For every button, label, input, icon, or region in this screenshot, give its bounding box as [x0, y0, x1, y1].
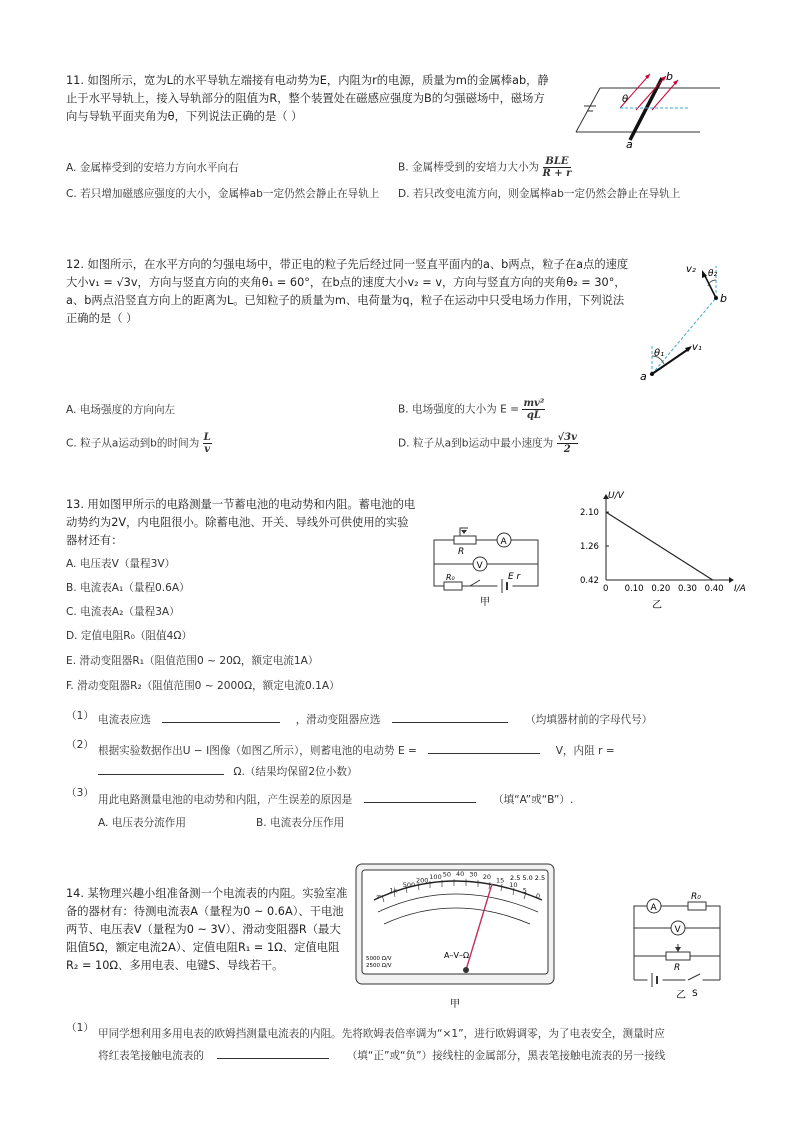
q13-stem: 13. 用如图甲所示的电路测量一节蓄电池的电动势和内阻。蓄电池的电动势约为2V，内电阻很小。除蓄电池、开关、导线外可供使用的实验器材还有：	[66, 498, 416, 547]
q12-option-c[interactable]: C. 粒子从a运动到b的时间为 $\frac{L}{v}$	[66, 432, 211, 455]
meter-scale-label: 100	[429, 872, 442, 881]
q13-sub3-option-b[interactable]: B. 电流表分压作用	[256, 817, 345, 829]
x-axis-arrow	[729, 577, 734, 583]
figure-caption-jia: 甲	[450, 999, 460, 1010]
figure-caption-yi: 乙	[676, 990, 686, 1001]
y-axis-label: U/V	[608, 491, 624, 501]
ammeter-label: A	[650, 903, 657, 913]
theta1-label: θ₁	[654, 348, 665, 359]
battery-label: E r	[508, 572, 521, 582]
ammeter-label: A	[500, 537, 507, 547]
x-tick-label: 0.10	[624, 584, 644, 594]
a-label: a	[626, 138, 633, 151]
y-tick-label: 1.26	[580, 542, 599, 553]
theta-label: θ	[622, 94, 629, 105]
q11-option-a[interactable]: A. 金属棒受到的安培力方向水平向右	[66, 162, 239, 174]
y-tick-label: 2.10	[580, 508, 599, 519]
answer-blank-error[interactable]	[364, 790, 476, 803]
rheostat-label: R	[458, 547, 465, 557]
q13-sub3: 用此电路测量电池的电动势和内阻，产生误差的原因是 （填“A”或“B”）.	[98, 790, 738, 808]
q11-option-c[interactable]: C. 若只增加磁感应强度的大小，金属棒ab一定仍然会静止在导轨上	[66, 188, 380, 200]
q13-item-f: F. 滑动变阻器R₂（阻值范围0 ~ 2000Ω，额定电流0.1A）	[66, 680, 340, 692]
a-label: a	[640, 370, 647, 383]
q14-sub1-line2: 将红表笔接触电流表的 （填“正”或“负”）接线柱的金属部分，黑表笔接触电流表的另一接线	[98, 1046, 738, 1064]
figure-caption-yi: 乙	[652, 600, 662, 611]
q14-multimeter	[354, 862, 556, 1010]
q12-option-d[interactable]: D. 粒子从a到b运动中最小速度为 $\frac{√3v}{2}$	[398, 432, 577, 455]
q13-sub1: 电流表应选 ，滑动变阻器应选 （均填器材前的字母代号）	[98, 710, 738, 728]
meter-scale-label: 10	[509, 881, 518, 889]
q13-item-e: E. 滑动变阻器R₁（阻值范围0 ~ 20Ω，额定电流1A）	[66, 655, 319, 667]
meter-scale-label: 15	[496, 876, 505, 885]
meter-scale-label: 200	[416, 876, 429, 885]
q13-circuit-jia	[424, 516, 548, 608]
b-label: b	[720, 292, 727, 305]
q13-ui-chart	[572, 491, 746, 611]
q13-sub3-number: （3）	[66, 787, 94, 799]
fraction: $\frac{\text{mv²}}{qL}$	[523, 398, 545, 421]
q13-item-d: D. 定值电阻R₀（阻值4Ω）	[66, 630, 193, 642]
r0-label: R₀	[446, 573, 455, 582]
switch-label: S	[692, 989, 698, 999]
r0-label: R₀	[691, 892, 701, 902]
v2-label: v₂	[686, 264, 696, 275]
q13-item-a: A. 电压表V（量程3V）	[66, 558, 176, 570]
meter-scale-label: 500	[402, 881, 416, 889]
x-tick-label: 0	[603, 584, 609, 594]
q14-circuit-yi	[626, 886, 730, 1000]
x-tick-label: 0.40	[704, 584, 724, 594]
meter-scale-label: 0	[536, 892, 541, 900]
q13-item-c: C. 电流表A₂（量程3A）	[66, 606, 180, 618]
meter-scale-label: 40	[456, 870, 465, 878]
q12-option-a[interactable]: A. 电场强度的方向向左	[66, 404, 176, 416]
q12-stem: 12. 如图所示，在水平方向的匀强电场中，带正电的粒子先后经过同一竖直平面内的a、b两点，粒子在a点的速度大小v₁ = √3v，方向与竖直方向的夹角θ₁ = 60°，在b点的速度大小v₂ = v，方向与竖直方向的夹角θ₂ = 30°，a、b两点沿竖直方向上的距离为L。已知粒子的质量为m、电荷量为q，粒子在运动中只受电场力作用，下列说法正确的是（ ）	[66, 258, 629, 325]
q13-sub2-line2: Ω.（结果均保留2位小数）	[98, 762, 358, 780]
metal-rod	[630, 78, 662, 140]
fraction: $\frac{\text{BLE}}{R + r}$	[542, 156, 572, 179]
meter-center-label: A–V–Ω	[444, 951, 470, 960]
fraction: $\frac{L}{v}$	[203, 432, 211, 455]
x-axis-label: I/A	[734, 584, 746, 594]
answer-blank-resistance[interactable]	[98, 762, 224, 775]
fraction: $\frac{√3v}{2}$	[557, 432, 577, 455]
answer-blank-emf[interactable]	[428, 741, 540, 754]
q11-option-b[interactable]: B. 金属棒受到的安培力大小为 $\frac{\text{BLE}}{R + r}$	[398, 156, 572, 179]
meter-scale-label: 50	[442, 870, 451, 879]
q14-stem: 14. 某物理兴趣小组准备测一个电流表的内阻。实验室准备的器材有：待测电流表A（量程为0 ~ 0.6A）、干电池两节、电压表V（量程为0 ~ 3V）、滑动变阻器R（最大阻值5Ω，额定电流2A）、定值电阻R₁ = 1Ω、定值电阻R₂ = 10Ω、多用电表、电键S、导线若干。	[66, 887, 348, 972]
figure-caption-jia: 甲	[480, 597, 490, 608]
q13-sub2-number: （2）	[66, 739, 94, 751]
rheostat-label: R	[674, 963, 681, 973]
meter-scale-label: 1k	[389, 886, 398, 895]
q13-sub2: 根据实验数据作出U − I图像（如图乙所示），则蓄电池的电动势 E = V，内阻 r =	[98, 741, 738, 759]
v1-label: v₁	[692, 342, 702, 353]
answer-blank-rheostat[interactable]	[392, 710, 508, 723]
meter-scale-label: 5	[522, 886, 527, 895]
meter-scale-label: 20	[482, 872, 491, 881]
q13-item-b: B. 电流表A₁（量程0.6A）	[66, 582, 190, 594]
meter-corner-label: 2.5 5.0 2.5	[510, 874, 546, 882]
theta2-label: θ₂	[708, 269, 718, 279]
q12-figure	[634, 252, 734, 387]
meter-scale-label: ∞	[376, 892, 382, 900]
voltmeter-label: V	[476, 561, 483, 571]
q13-sub3-option-a[interactable]: A. 电压表分流作用	[98, 817, 186, 829]
answer-blank-terminal[interactable]	[217, 1046, 329, 1059]
answer-blank-ammeter[interactable]	[162, 710, 280, 723]
meter-scale-label: 30	[469, 870, 478, 879]
x-tick-label: 0.30	[678, 584, 697, 594]
q13-sub1-number: （1）	[66, 710, 94, 722]
q12-option-b[interactable]: B. 电场强度的大小为 E = $\frac{\text{mv²}}{qL}$	[398, 398, 545, 421]
b-label: b	[666, 70, 673, 83]
meter-small-label: 5000 Ω/V 2500 Ω/V	[366, 956, 392, 969]
q11-option-d[interactable]: D. 若只改变电流方向，则金属棒ab一定仍然会静止在导轨上	[398, 188, 681, 200]
y-tick-label: 0.42	[580, 576, 599, 586]
q11-figure	[570, 68, 720, 150]
x-tick-label: 0.20	[651, 584, 671, 594]
q14-sub1-line1: 甲同学想利用多用电表的欧姆挡测量电流表的内阻。先将欧姆表倍率调为“×1”，进行欧姆调零，为了电表安全，测量时应	[98, 1028, 665, 1040]
ui-line	[606, 512, 713, 580]
q11-stem: 11. 如图所示，宽为L的水平导轨左端接有电动势为E，内阻为r的电源，质量为m的金属棒ab，静止于水平导轨上，接入导轨部分的阻值为R，整个装置处在磁感应强度为B的匀强磁场中，磁场方向与导轨平面夹角为θ，下列说法正确的是（ ）	[66, 74, 549, 123]
voltmeter-label: V	[674, 925, 681, 935]
q14-sub1-number: （1）	[66, 1022, 94, 1034]
